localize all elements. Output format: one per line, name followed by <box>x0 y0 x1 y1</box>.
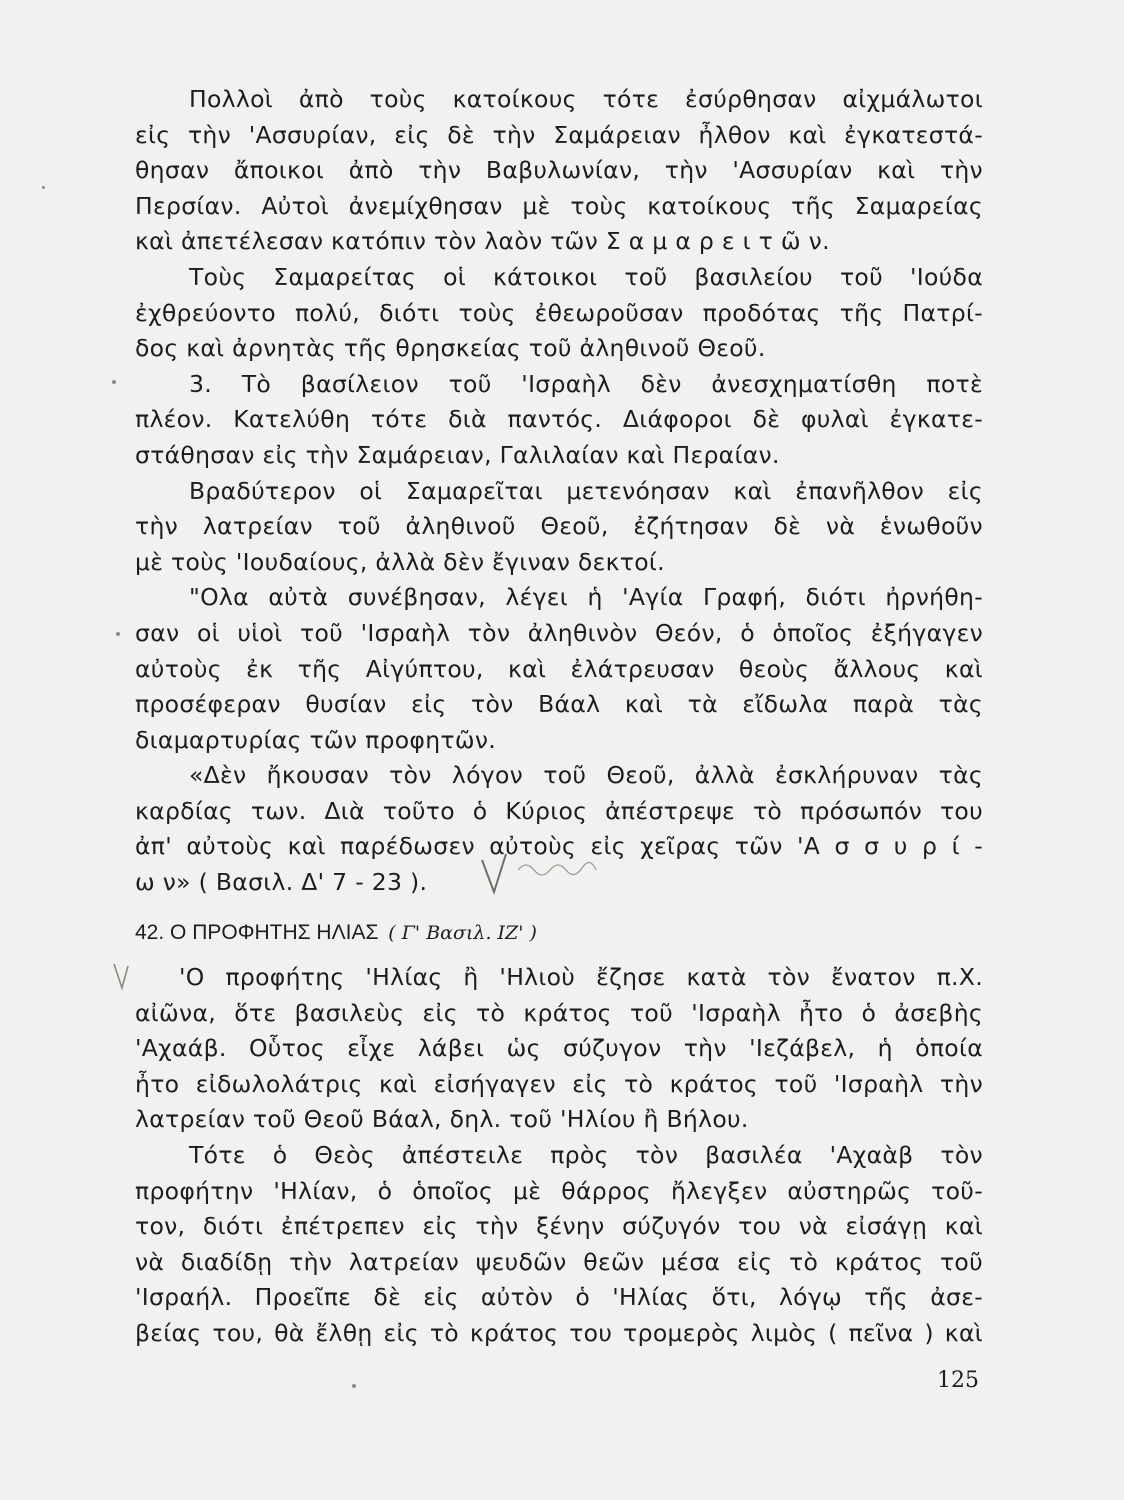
chapter-heading <box>135 915 537 951</box>
print-speck <box>42 186 45 189</box>
text-line: «Δὲν ἤκουσαν τὸν λόγον τοῦ Θεοῦ, ἀλλὰ ἐσκλήρυναν τὰς <box>189 761 983 790</box>
text-line: 3. Τὸ βασίλειον τοῦ 'Ισραὴλ δὲν ἀνεσχηματίσθη ποτὲ <box>189 369 983 398</box>
text-line: Περσίαν. Αὐτοὶ ἀνεμίχθησαν μὲ τοὺς κατοίκους τῆς Σαμαρείας <box>135 191 983 220</box>
text-line: λατρείαν τοῦ Θεοῦ Βάαλ, δηλ. τοῦ 'Ηλίου ἢ Βήλου. <box>135 1105 749 1134</box>
text-line: προφήτην 'Ηλίαν, ὁ ὁποῖος μὲ θάρρος ἤλεγξεν αὐστηρῶς τοῦ- <box>135 1176 983 1205</box>
print-speck <box>116 632 120 636</box>
text-line: 'Αχαάβ. Οὗτος εἶχε λάβει ὡς σύζυγον τὴν 'Ιεζάβελ, ἡ ὁποία <box>135 1034 983 1063</box>
handwritten-annotation-icon <box>478 848 628 898</box>
print-speck <box>112 380 116 384</box>
text-line: δος καὶ ἀρνητὰς τῆς θρησκείας τοῦ ἀληθινοῦ Θεοῦ. <box>135 334 766 363</box>
text-line: Τοὺς Σαμαρείτας οἱ κάτοικοι τοῦ βασιλείου τοῦ 'Ιούδα <box>189 262 983 291</box>
text-line: τὴν λατρείαν τοῦ ἀληθινοῦ Θεοῦ, ἐζήτησαν δὲ νὰ ἑνωθοῦν <box>135 512 983 541</box>
text-line: σαν οἱ υἱοὶ τοῦ 'Ισραὴλ τὸν ἀληθινὸν Θεόν, ὁ ὁποῖος ἐξήγαγεν <box>135 618 983 647</box>
text-line: ἐχθρεύοντο πολύ, διότι τοὺς ἐθεωροῦσαν προδότας τῆς Πατρί- <box>135 298 983 327</box>
text-line: καὶ ἀπετέλεσαν κατόπιν τὸν λαὸν τῶν Σ α μ α ρ ε ι τ ῶ ν. <box>135 227 830 256</box>
text-line: Τότε ὁ Θεὸς ἀπέστειλε πρὸς τὸν βασιλέα 'Αχαὰβ τὸν <box>189 1140 983 1169</box>
text-line: 'Ισραήλ. Προεῖπε δὲ εἰς αὐτὸν ὁ 'Ηλίας ὅτι, λόγῳ τῆς ἀσε- <box>135 1283 983 1312</box>
print-speck <box>352 1384 356 1388</box>
text-line: ω ν» ( Βασιλ. Δ' 7 - 23 ). <box>135 868 428 897</box>
text-line: διαμαρτυρίας τῶν προφητῶν. <box>135 725 497 754</box>
text-line: 'Ο προφήτης 'Ηλίας ἢ 'Ηλιοὺ ἔζησε κατὰ τὸν ἔνατον π.Χ. <box>179 963 983 991</box>
text-line: αὐτοὺς ἐκ τῆς Αἰγύπτου, καὶ ἐλάτρευσαν θεοὺς ἄλλους καὶ <box>135 654 983 683</box>
chapter-title: 42. Ο ΠΡΟΦΗΤΗΣ ΗΛΙΑΣ <box>135 921 379 944</box>
text-line: ἀπ' αὐτοὺς καὶ παρέδωσεν αὐτοὺς εἰς χεῖρας τῶν 'Α σ σ υ ρ ί - <box>135 832 983 861</box>
text-line: "Ολα αὐτὰ συνέβησαν, λέγει ἡ 'Αγία Γραφή, διότι ἠρνήθη- <box>189 583 983 612</box>
text-line: προσέφεραν θυσίαν εἰς τὸν Βάαλ καὶ τὰ εἴδωλα παρὰ τὰς <box>135 690 983 719</box>
text-line: Βραδύτερον οἱ Σαμαρεῖται μετενόησαν καὶ ἐπανῆλθον εἰς <box>189 476 983 505</box>
text-line: καρδίας των. Διὰ τοῦτο ὁ Κύριος ἀπέστρεψε τὸ πρόσωπόν του <box>135 796 983 825</box>
section-1-text <box>135 82 983 901</box>
text-line: βείας του, θὰ ἔλθῃ εἰς τὸ κράτος του τρομερὸς λιμὸς ( πεῖνα ) καὶ <box>135 1318 983 1347</box>
text-line: θησαν ἄποικοι ἀπὸ τὴν Βαβυλωνίαν, τὴν 'Ασσυρίαν καὶ τὴν <box>135 156 983 185</box>
text-line: πλέον. Κατελύθη τότε διὰ παντός. Διάφοροι δὲ φυλαὶ ἐγκατε- <box>135 405 983 434</box>
section-2-text <box>135 960 983 1352</box>
text-line: αἰῶνα, ὅτε βασιλεὺς εἰς τὸ κράτος τοῦ 'Ισραὴλ ἦτο ὁ ἀσεβὴς <box>135 998 983 1027</box>
text-line: στάθησαν εἰς τὴν Σαμάρειαν, Γαλιλαίαν καὶ Περαίαν. <box>135 440 780 469</box>
text-line: εἰς τὴν 'Ασσυρίαν, εἰς δὲ τὴν Σαμάρειαν ἦλθον καὶ ἐγκατεστά- <box>135 120 983 149</box>
text-line: τον, διότι ἐπέτρεπεν εἰς τὴν ξένην σύζυγόν του νὰ εἰσάγῃ καὶ <box>135 1212 983 1241</box>
text-line: Πολλοὶ ἀπὸ τοὺς κατοίκους τότε ἐσύρθησαν αἰχμάλωτοι <box>189 85 983 113</box>
text-line: ἦτο εἰδωλολάτρις καὶ εἰσήγαγεν εἰς τὸ κράτος τοῦ 'Ισραὴλ τὴν <box>135 1069 983 1098</box>
chapter-reference: ( Γ' Βασιλ. ΙΖ' ) <box>388 922 537 944</box>
text-line: νὰ διαδίδῃ τὴν λατρείαν ψευδῶν θεῶν μέσα εἰς τὸ κράτος τοῦ <box>135 1247 983 1276</box>
text-line: μὲ τοὺς 'Ιουδαίους, ἀλλὰ δὲν ἔγιναν δεκτοί. <box>135 547 665 576</box>
page-number: 125 <box>937 1368 979 1393</box>
